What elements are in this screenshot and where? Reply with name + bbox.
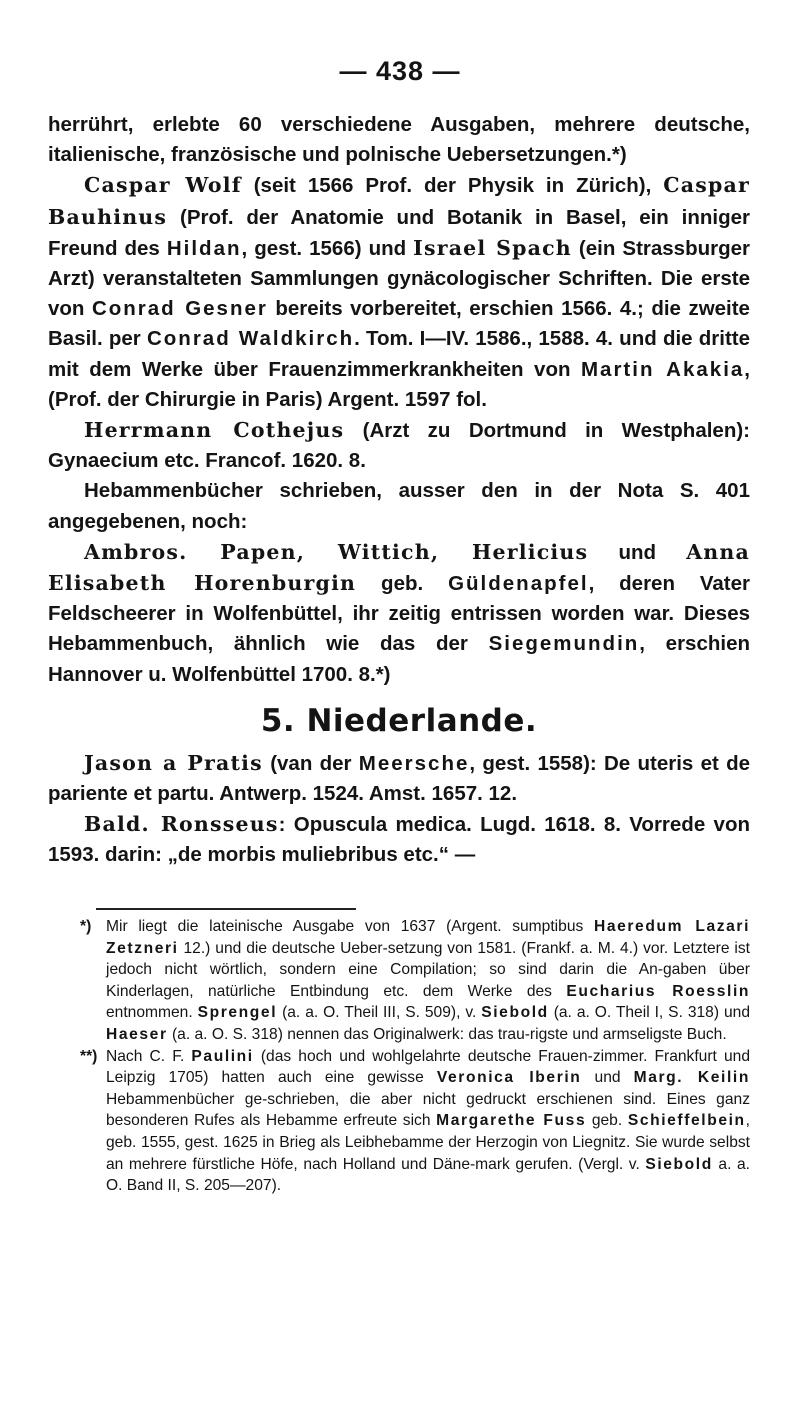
text-run: : Opuscula medica. Lugd. 1618. 8. Vorrede von 1593. darin: „de morbis muliebribus etc.“ — [48,813,750,867]
text-run: (van der [262,751,359,775]
text-run: , gest. 1566) und [241,236,414,260]
paragraph-cothejus [48,415,750,476]
text-run: bereits vorbereitet, erschien 1566. 4.; die zweite Basil. per [48,297,750,351]
person-name: Marg. Keilin [633,1069,750,1087]
person-name: Caspar Wolf [84,173,242,198]
footnote-divider [96,908,356,911]
section-heading: 5. Niederlande. [260,702,538,739]
person-name: Israel Spach [413,235,572,260]
text-run: entnommen. [106,1004,198,1022]
person-name: Sprengel [197,1004,278,1022]
footnotes [80,916,750,1197]
paragraph-collections [48,170,750,415]
person-name: Schieffelbein [627,1112,746,1130]
text-run: Mir liegt die lateinische Ausgabe von 1637 (Argent. sumptibus [106,918,594,935]
text-run: geb. [586,1112,628,1130]
text-run: a. a. O. Band II, S. 205—207). [106,1155,750,1195]
person-name: Siebold [481,1004,549,1022]
text-run: (seit 1566 Prof. der Physik in Zürich), [241,174,664,198]
person-name: Haeredum Lazari Zetzneri [106,918,750,957]
text-run: . Tom. I—IV. 1586., 1588. 4. und die dritte mit dem Werke über Frauenzimmerkrankheiten von [48,327,750,381]
person-name: Eucharius Roesslin [566,982,750,1000]
text-run: 12.) und die deutsche Ueber-setzung von 1581. (Frankf. a. M. 4.) vor. Letztere ist jedoch nicht wörtlich, sondern eine Compilation; so sind darin die An-gaben über Kinderlagen, natürliche Entbindung etc. dem Werke des [106,939,750,1000]
text-run: (das hoch und wohlgelahrte deutsche Frauen-zimmer. Frankfurt und Leipzig 1705) hatten auch eine gewisse [106,1047,750,1087]
person-name: Meersche [358,751,470,775]
page-number: — 438 — [339,56,461,86]
text-run: geb. [356,572,449,596]
text-run: , deren Vater Feldscheerer in Wolfenbüttel, ihr zeitig entrissen worden war. Dieses Hebammenbuch, ähnlich wie das der [48,572,751,656]
person-name: Güldenapfel [448,572,589,596]
footnote [80,1046,750,1197]
person-name: Hildan [166,236,242,260]
footnote-mark: *) [80,918,92,935]
person-name: Paulini [191,1047,254,1065]
footnote-mark: **) [80,1047,98,1065]
text-run: (a. a. O. S. 318) nennen das Originalwerk: das trau-rigste und armseligste Buch. [167,1025,727,1043]
person-name: Caspar Bauhinus [48,173,750,229]
text-run: (Arzt zu Dortmund in Westphalen): Gynaecium etc. Francof. 1620. 8. [48,419,751,473]
paragraph-pratis [48,748,750,809]
person-name: Anna Elisabeth Horenburgin [48,539,750,596]
person-name: Jason a Pratis [84,750,263,775]
text-run: (ein Strassburger Arzt) veranstalteten Sammlungen gynäcologischer Schriften. Die erste von [48,236,751,321]
text-run: , (Prof. der Chirurgie in Paris) Argent. 1597 fol. [48,357,750,411]
paragraph-hebammenbuecher: Hebammenbücher schrieben, ausser den in der Nota S. 401 angegebenen, noch: [48,479,750,533]
text-run: (Prof. der Anatomie und Botanik in Basel, ein inniger Freund des [48,205,750,260]
text-run: Nach C. F. [106,1047,192,1065]
text-run: und [588,540,687,564]
text-run: , geb. 1555, gest. 1625 in Brieg als Leibhebamme der Herzogin von Liegnitz. Sie wurde selbst an mehrere fürstliche Höfe, nach Holland und Däne-mark gerufen. (Vergl. v. [106,1112,751,1173]
person-name: Bald. Ronsseus [84,812,279,837]
person-name: Margarethe Fuss [436,1112,587,1130]
footnote [80,916,750,1046]
text-run: , gest. 1558): De uteris et de pariente et partu. Antwerp. 1524. Amst. 1657. 12. [48,751,751,806]
paragraph-ronsseus [48,809,750,870]
person-name: Haeser [106,1025,168,1043]
paragraph-continuation: herrührt, erlebte 60 verschiedene Ausgaben, mehrere deutsche, italienische, französische und polnische Uebersetzungen.*) [48,113,750,167]
paragraph-authors [48,537,750,690]
person-name: Martin Akakia [580,357,745,381]
text-run: , erschien Hannover u. Wolfenbüttel 1700. 8.*) [48,632,750,686]
person-name: Ambros. Papen, Wittich, Herlicius [84,539,589,564]
text-run: (a. a. O. Theil III, S. 509), v. [277,1004,482,1022]
text-run: und [581,1069,634,1087]
person-name: Veronica Iberin [436,1069,582,1087]
person-name: Conrad Gesner [91,297,268,321]
person-name: Herrmann Cothejus [84,418,345,443]
text-run: Hebammenbücher ge-schrieben, die aber nicht gedruckt erschienen sind. Eines ganz besonderen Rufes als Hebamme erfreute sich [106,1090,750,1130]
main-text [48,110,750,871]
person-name: Siebold [645,1155,713,1173]
text-run: (a. a. O. Theil I, S. 318) und [548,1004,750,1022]
person-name: Siegemundin [488,632,640,656]
person-name: Conrad Waldkirch [146,327,355,351]
